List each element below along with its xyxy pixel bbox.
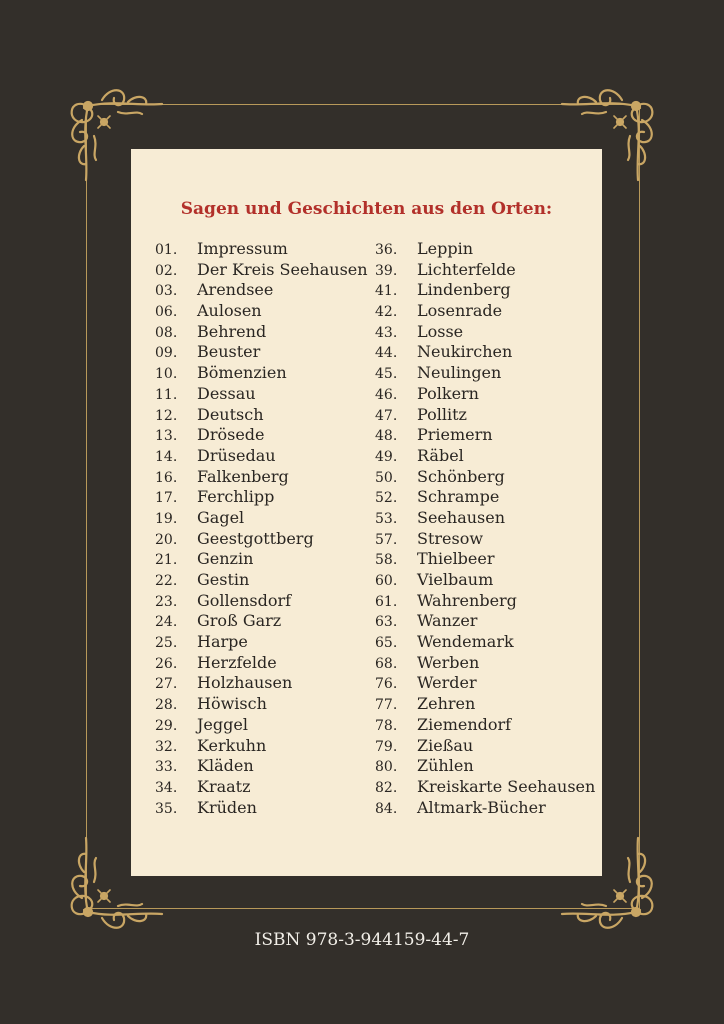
list-item [155,611,368,632]
list-item [155,694,368,715]
item-name: Wahrenberg [417,590,517,610]
item-name: Lindenberg [417,280,511,300]
list-item [375,570,595,591]
list-item [155,446,368,467]
item-number: 63. [375,614,398,631]
list-item [155,425,368,446]
list-item [375,467,595,488]
item-number: 49. [375,448,398,465]
item-number: 45. [375,366,398,383]
list-item [375,756,595,777]
item-name: Genzin [197,549,254,569]
item-number: 34. [155,779,178,796]
item-number: 68. [375,655,398,672]
item-name: Werben [417,652,480,672]
list-item [155,736,368,757]
item-number: 20. [155,531,178,548]
list-item [375,425,595,446]
list-item [155,715,368,736]
list-item [375,342,595,363]
contents-title: Sagen und Geschichten aus den Orten: [180,199,553,219]
item-name: Höwisch [197,694,267,714]
list-item [155,405,368,426]
list-item [375,508,595,529]
list-item [155,549,368,570]
item-name: Priemern [417,425,493,445]
list-item [375,384,595,405]
list-item [155,673,368,694]
item-number: 24. [155,614,178,631]
item-number: 41. [375,283,398,300]
list-item [155,570,368,591]
item-name: Altmark-Bücher [417,797,546,817]
list-item [375,301,595,322]
contents-list-right [375,239,595,818]
list-item [375,632,595,653]
list-item [155,529,368,550]
item-number: 03. [155,283,178,300]
item-number: 48. [375,428,398,445]
item-name: Zießau [417,735,474,755]
list-item [375,591,595,612]
list-item [375,736,595,757]
item-name: Arendsee [197,280,274,300]
item-name: Kreiskarte Seehausen [417,776,596,796]
item-name: Schrampe [417,487,500,507]
item-number: 53. [375,510,398,527]
item-number: 84. [375,800,398,817]
item-name: Herzfelde [197,652,277,672]
list-item [375,529,595,550]
item-name: Beuster [197,342,261,362]
item-name: Deutsch [197,404,264,424]
item-number: 82. [375,779,398,796]
list-item [375,611,595,632]
item-number: 28. [155,697,178,714]
item-number: 47. [375,407,398,424]
item-number: 76. [375,676,398,693]
item-number: 32. [155,738,178,755]
item-name: Drösede [197,425,265,445]
item-number: 78. [375,717,398,734]
item-name: Drüsedau [197,445,276,465]
list-item [375,715,595,736]
item-name: Ziemendorf [417,714,512,734]
item-number: 14. [155,448,178,465]
item-number: 58. [375,552,398,569]
contents-panel [131,149,602,876]
list-item [155,322,368,343]
item-name: Ferchlipp [197,487,275,507]
item-number: 17. [155,490,178,507]
item-name: Polkern [417,383,479,403]
item-number: 42. [375,304,398,321]
list-item [375,363,595,384]
item-number: 09. [155,345,178,362]
list-item [375,777,595,798]
item-number: 43. [375,324,398,341]
list-item [375,239,595,260]
list-item [155,342,368,363]
item-number: 60. [375,573,398,589]
item-name: Falkenberg [197,466,289,486]
item-number: 06. [155,304,178,321]
item-name: Bömenzien [197,363,287,383]
list-item [155,508,368,529]
list-item [375,673,595,694]
list-item [155,487,368,508]
item-number: 10. [155,366,178,383]
item-name: Krüden [197,797,257,817]
item-name: Kläden [197,756,254,776]
item-number: 77. [375,697,398,714]
item-name: Vielbaum [417,570,494,589]
item-name: Gollensdorf [197,590,292,610]
list-item [155,384,368,405]
item-name: Seehausen [417,507,506,527]
list-item [375,549,595,570]
item-name: Pollitz [417,404,467,424]
item-number: 61. [375,593,398,610]
item-number: 12. [155,407,178,424]
list-item [155,239,368,260]
item-number: 36. [375,242,398,258]
item-number: 22. [155,573,178,589]
item-number: 19. [155,510,178,527]
item-name: Stresow [417,528,484,548]
item-name: Schönberg [417,466,505,486]
item-name: Wanzer [417,611,478,631]
item-number: 44. [375,345,398,362]
item-name: Räbel [417,445,464,465]
item-name: Gagel [197,507,245,527]
item-number: 26. [155,655,178,672]
item-number: 08. [155,324,178,341]
list-item [155,756,368,777]
item-number: 13. [155,428,178,445]
list-item [155,301,368,322]
item-number: 79. [375,738,398,755]
item-name: Lichterfelde [417,259,516,279]
item-name: Harpe [197,632,248,652]
list-item [155,467,368,488]
item-name: Zühlen [417,756,474,776]
item-number: 27. [155,676,178,693]
item-number: 01. [155,242,178,258]
item-name: Jeggel [197,714,248,734]
item-number: 80. [375,759,398,776]
item-number: 39. [375,262,398,279]
list-item [375,487,595,508]
item-name: Behrend [197,321,267,341]
item-number: 02. [155,262,178,279]
item-number: 33. [155,759,178,776]
item-name: Losenrade [417,301,503,321]
item-name: Der Kreis Seehausen [197,259,368,279]
list-item [375,694,595,715]
item-name: Aulosen [197,301,262,321]
list-item [155,632,368,653]
item-number: 52. [375,490,398,507]
item-name: Holzhausen [197,673,293,693]
contents-list-left [155,239,368,818]
list-item [375,322,595,343]
list-item [155,280,368,301]
list-item [375,798,595,819]
item-name: Geestgottberg [197,528,314,548]
item-number: 21. [155,552,178,569]
item-name: Thielbeer [417,549,495,569]
item-name: Kraatz [197,776,251,796]
item-name: Neukirchen [417,342,513,362]
item-number: 23. [155,593,178,610]
item-name: Losse [417,321,464,341]
list-item [155,363,368,384]
item-name: Groß Garz [197,611,282,631]
item-number: 35. [155,800,178,817]
list-item [375,405,595,426]
isbn-text: ISBN 978-3-944159-44-7 [254,930,470,950]
list-item [155,260,368,281]
item-number: 11. [155,386,178,403]
list-item [155,777,368,798]
item-number: 29. [155,717,178,734]
list-item [375,260,595,281]
item-name: Leppin [417,239,473,258]
item-name: Kerkuhn [197,735,267,755]
item-name: Neulingen [417,363,502,383]
item-number: 16. [155,469,178,486]
item-number: 46. [375,386,398,403]
list-item [155,591,368,612]
item-number: 25. [155,635,178,652]
item-number: 50. [375,469,398,486]
list-item [155,798,368,819]
list-item [375,653,595,674]
item-name: Gestin [197,570,250,589]
item-number: 57. [375,531,398,548]
item-name: Werder [417,673,477,693]
item-name: Impressum [197,239,288,258]
item-name: Dessau [197,383,256,403]
item-number: 65. [375,635,398,652]
list-item [375,446,595,467]
list-item [375,280,595,301]
item-name: Wendemark [417,632,514,652]
list-item [155,653,368,674]
item-name: Zehren [417,694,476,714]
